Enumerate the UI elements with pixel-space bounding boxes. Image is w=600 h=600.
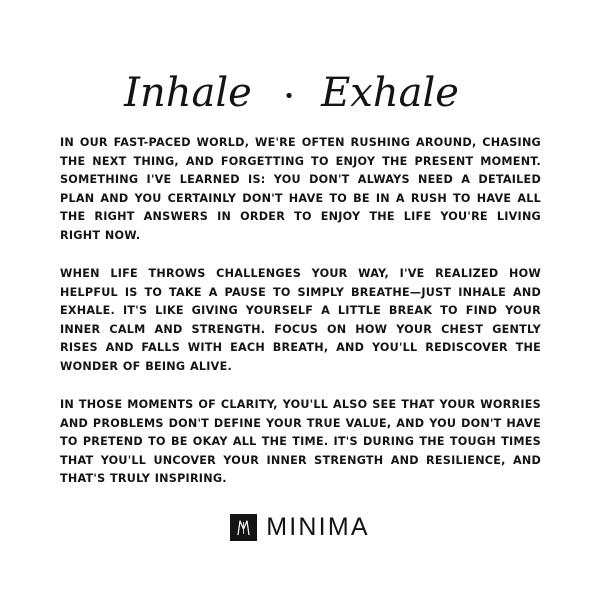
article-body (60, 134, 541, 509)
paragraph-1: IN OUR FAST-PACED WORLD, WE'RE OFTEN RUSHING AROUND, CHASING THE NEXT THING, AND FORGETTING TO ENJOY THE PRESENT MOMENT. SOMETHING I'VE LEARNED IS: YOU DON'T ALWAYS NEED A DETAILED PLAN AND YOU CERTAINLY DON'T HAVE TO BE IN A RUSH TO HAVE ALL THE RIGHT ANSWERS IN ORDER TO ENJOY THE LIFE YOU'RE LIVING RIGHT NOW. (60, 136, 541, 242)
title-inhale: Inhale (124, 70, 252, 116)
paragraph-2: WHEN LIFE THROWS CHALLENGES YOUR WAY, I'VE REALIZED HOW HELPFUL IS TO TAKE A PAUSE TO SIMPLY BREATHE—JUST INHALE AND EXHALE. IT'S LIKE GIVING YOURSELF A LITTLE BREAK TO FIND YOUR INNER CALM AND STRENGTH. FOCUS ON HOW YOUR CHEST GENTLY RISES AND FALLS WITH EACH BREATH, AND YOU'LL REDISCOVER THE WONDER OF BEING ALIVE. (60, 267, 541, 373)
paragraph-3: IN THOSE MOMENTS OF CLARITY, YOU'LL ALSO SEE THAT YOUR WORRIES AND PROBLEMS DON'T DEFINE YOUR TRUE VALUE, AND YOU DON'T HAVE TO PRETEND TO BE OKAY ALL THE TIME. IT'S DURING THE TOUGH TIMES THAT YOU'LL UNCOVER YOUR INNER STRENGTH AND RESILIENCE, AND THAT'S TRULY INSPIRING. (60, 398, 541, 485)
title-exhale: Exhale (321, 70, 459, 116)
page-title (0, 62, 600, 126)
title-separator: • (283, 86, 295, 107)
brand-name: MINIMA (266, 513, 370, 541)
minima-monogram-icon (230, 514, 257, 541)
script-title (0, 62, 600, 126)
brand-footer (0, 514, 600, 541)
